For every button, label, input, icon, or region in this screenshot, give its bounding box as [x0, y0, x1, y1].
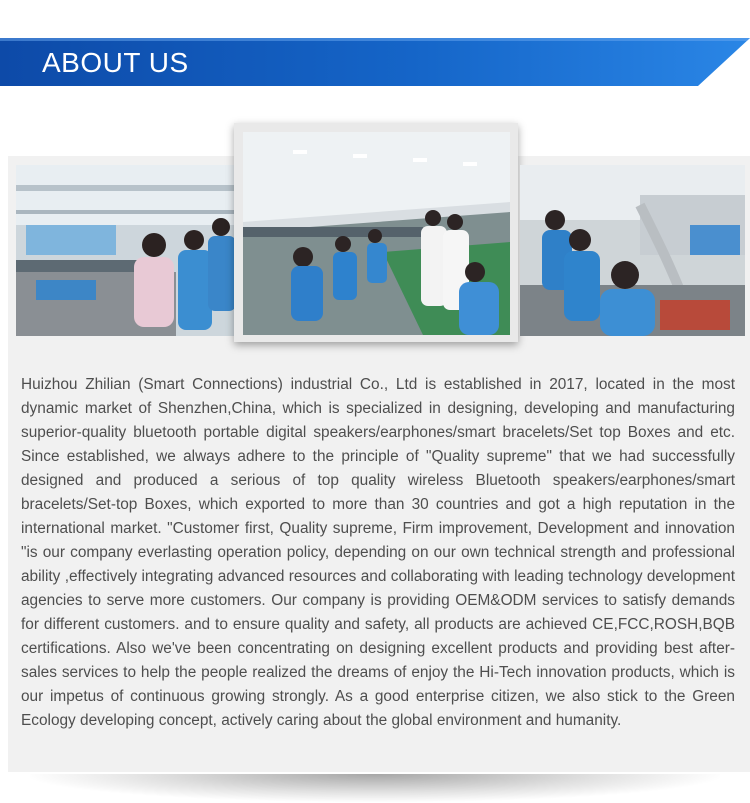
panel-shadow [30, 774, 720, 802]
page-title: ABOUT US [42, 47, 189, 78]
factory-photo-right [520, 165, 745, 336]
factory-photo-center [243, 132, 510, 335]
company-description: Huizhou Zhilian (Smart Connections) industrial Co., Ltd is established in 2017, located in the most dynamic market of Shenzhen,China, which is specialized in designing, developing and manufacturing superior-quality bluetooth portable digital speakers/earphones/smart bracelets/Set top Boxes and etc. Since established, we always adhere to the principle of "Quality supreme" that we had successfully designed and produced a serious of top quality wireless Bluetooth speakers/earphones/smart bracelets/Set-top Boxes, which exported to more than 30 countries and got a high reputation in the international market. "Customer first, Quality supreme, Firm improvement, Development and innovation "is our company everlasting operation policy, depending on our own technical strength and professional ability ,effectively integrating advanced resources and collaborating with leading technology development agencies to serve more customers. Our company is providing OEM&ODM services to satisfy demands for different customers. and to ensure quality and safety, all products are achieved CE,FCC,ROSH,BQB certifications. Also we've been concentrating on designing excellent products and providing best after-sales services to help the people realized the dreams of enjoy the Hi-Tech innovation products, which is our impetus of continuous growing strongly. As a good enterprise citizen, we also stick to the Green Ecology developing concept, actively caring about the global environment and humanity. [21, 376, 735, 729]
factory-photo-left [16, 165, 236, 336]
about-us-banner [0, 38, 750, 86]
